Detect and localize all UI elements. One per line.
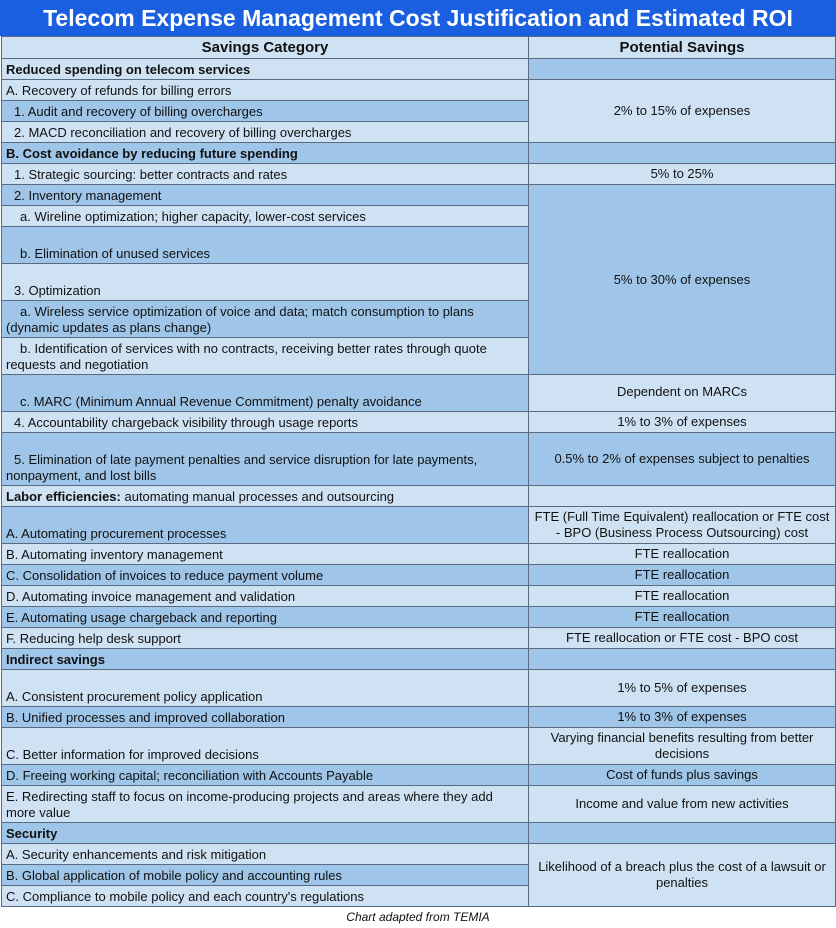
row-label: a. Wireline optimization; higher capacity, lower-cost services (2, 206, 529, 227)
row-label: c. MARC (Minimum Annual Revenue Commitment) penalty avoidance (2, 375, 529, 412)
savings-value: 0.5% to 2% of expenses subject to penalties (529, 433, 836, 486)
savings-empty (529, 823, 836, 844)
row-label: 5. Elimination of late payment penalties and service disruption for late payments, nonpayment, and lost bills (2, 433, 529, 486)
row-label: b. Identification of services with no contracts, receiving better rates through quote requests and negotiation (2, 338, 529, 375)
row-label: C. Consolidation of invoices to reduce payment volume (2, 565, 529, 586)
row-label: B. Global application of mobile policy and accounting rules (2, 865, 529, 886)
savings-value: Income and value from new activities (529, 786, 836, 823)
section-indirect-savings: Indirect savings (2, 649, 529, 670)
savings-value: FTE (Full Time Equivalent) reallocation or FTE cost - BPO (Business Process Outsourcing) cost (529, 507, 836, 544)
savings-value: 1% to 5% of expenses (529, 670, 836, 707)
row-label: 1. Audit and recovery of billing overcharges (2, 101, 529, 122)
row-label: 4. Accountability chargeback visibility through usage reports (2, 412, 529, 433)
savings-value: FTE reallocation (529, 565, 836, 586)
savings-value: FTE reallocation (529, 544, 836, 565)
savings-value: Varying financial benefits resulting from better decisions (529, 728, 836, 765)
page-title: Telecom Expense Management Cost Justification and Estimated ROI (0, 0, 836, 36)
row-label: A. Security enhancements and risk mitigation (2, 844, 529, 865)
row-label: 3. Optimization (2, 264, 529, 301)
section-reduced-spending: Reduced spending on telecom services (2, 59, 529, 80)
section-subtitle: automating manual processes and outsourcing (120, 489, 395, 504)
savings-value: 1% to 3% of expenses (529, 707, 836, 728)
header-savings-category: Savings Category (2, 37, 529, 59)
savings-empty (529, 649, 836, 670)
row-label: 1. Strategic sourcing: better contracts and rates (2, 164, 529, 185)
savings-value: 2% to 15% of expenses (529, 80, 836, 143)
section-title: Labor efficiencies: (6, 489, 121, 504)
row-label: E. Automating usage chargeback and reporting (2, 607, 529, 628)
savings-value: Cost of funds plus savings (529, 765, 836, 786)
section-security: Security (2, 823, 529, 844)
savings-value: 5% to 30% of expenses (529, 185, 836, 375)
row-label: D. Freeing working capital; reconciliation with Accounts Payable (2, 765, 529, 786)
row-label: a. Wireless service optimization of voice and data; match consumption to plans (dynamic updates as plans change) (2, 301, 529, 338)
section-labor-efficiencies (2, 486, 529, 507)
table-header-row (2, 37, 836, 59)
row-label: 2. MACD reconciliation and recovery of billing overcharges (2, 122, 529, 143)
savings-value: Dependent on MARCs (529, 375, 836, 412)
savings-value: 5% to 25% (529, 164, 836, 185)
savings-empty (529, 143, 836, 164)
savings-value: FTE reallocation (529, 586, 836, 607)
row-label: A. Consistent procurement policy application (2, 670, 529, 707)
row-label: B. Unified processes and improved collaboration (2, 707, 529, 728)
savings-value: FTE reallocation or FTE cost - BPO cost (529, 628, 836, 649)
savings-empty (529, 486, 836, 507)
header-potential-savings: Potential Savings (529, 37, 836, 59)
section-cost-avoidance: B. Cost avoidance by reducing future spending (2, 143, 529, 164)
row-label: D. Automating invoice management and validation (2, 586, 529, 607)
row-label: A. Recovery of refunds for billing errors (2, 80, 529, 101)
row-label: C. Better information for improved decisions (2, 728, 529, 765)
row-label: 2. Inventory management (2, 185, 529, 206)
source-caption: Chart adapted from TEMIA (346, 910, 490, 924)
row-label: A. Automating procurement processes (2, 507, 529, 544)
row-label: E. Redirecting staff to focus on income-producing projects and areas where they add more value (2, 786, 529, 823)
roi-table (1, 36, 836, 907)
row-label: B. Automating inventory management (2, 544, 529, 565)
row-label: b. Elimination of unused services (2, 227, 529, 264)
savings-value: 1% to 3% of expenses (529, 412, 836, 433)
row-label: F. Reducing help desk support (2, 628, 529, 649)
savings-empty (529, 59, 836, 80)
savings-value: Likelihood of a breach plus the cost of a lawsuit or penalties (529, 844, 836, 907)
row-label: C. Compliance to mobile policy and each country's regulations (2, 886, 529, 907)
savings-value: FTE reallocation (529, 607, 836, 628)
